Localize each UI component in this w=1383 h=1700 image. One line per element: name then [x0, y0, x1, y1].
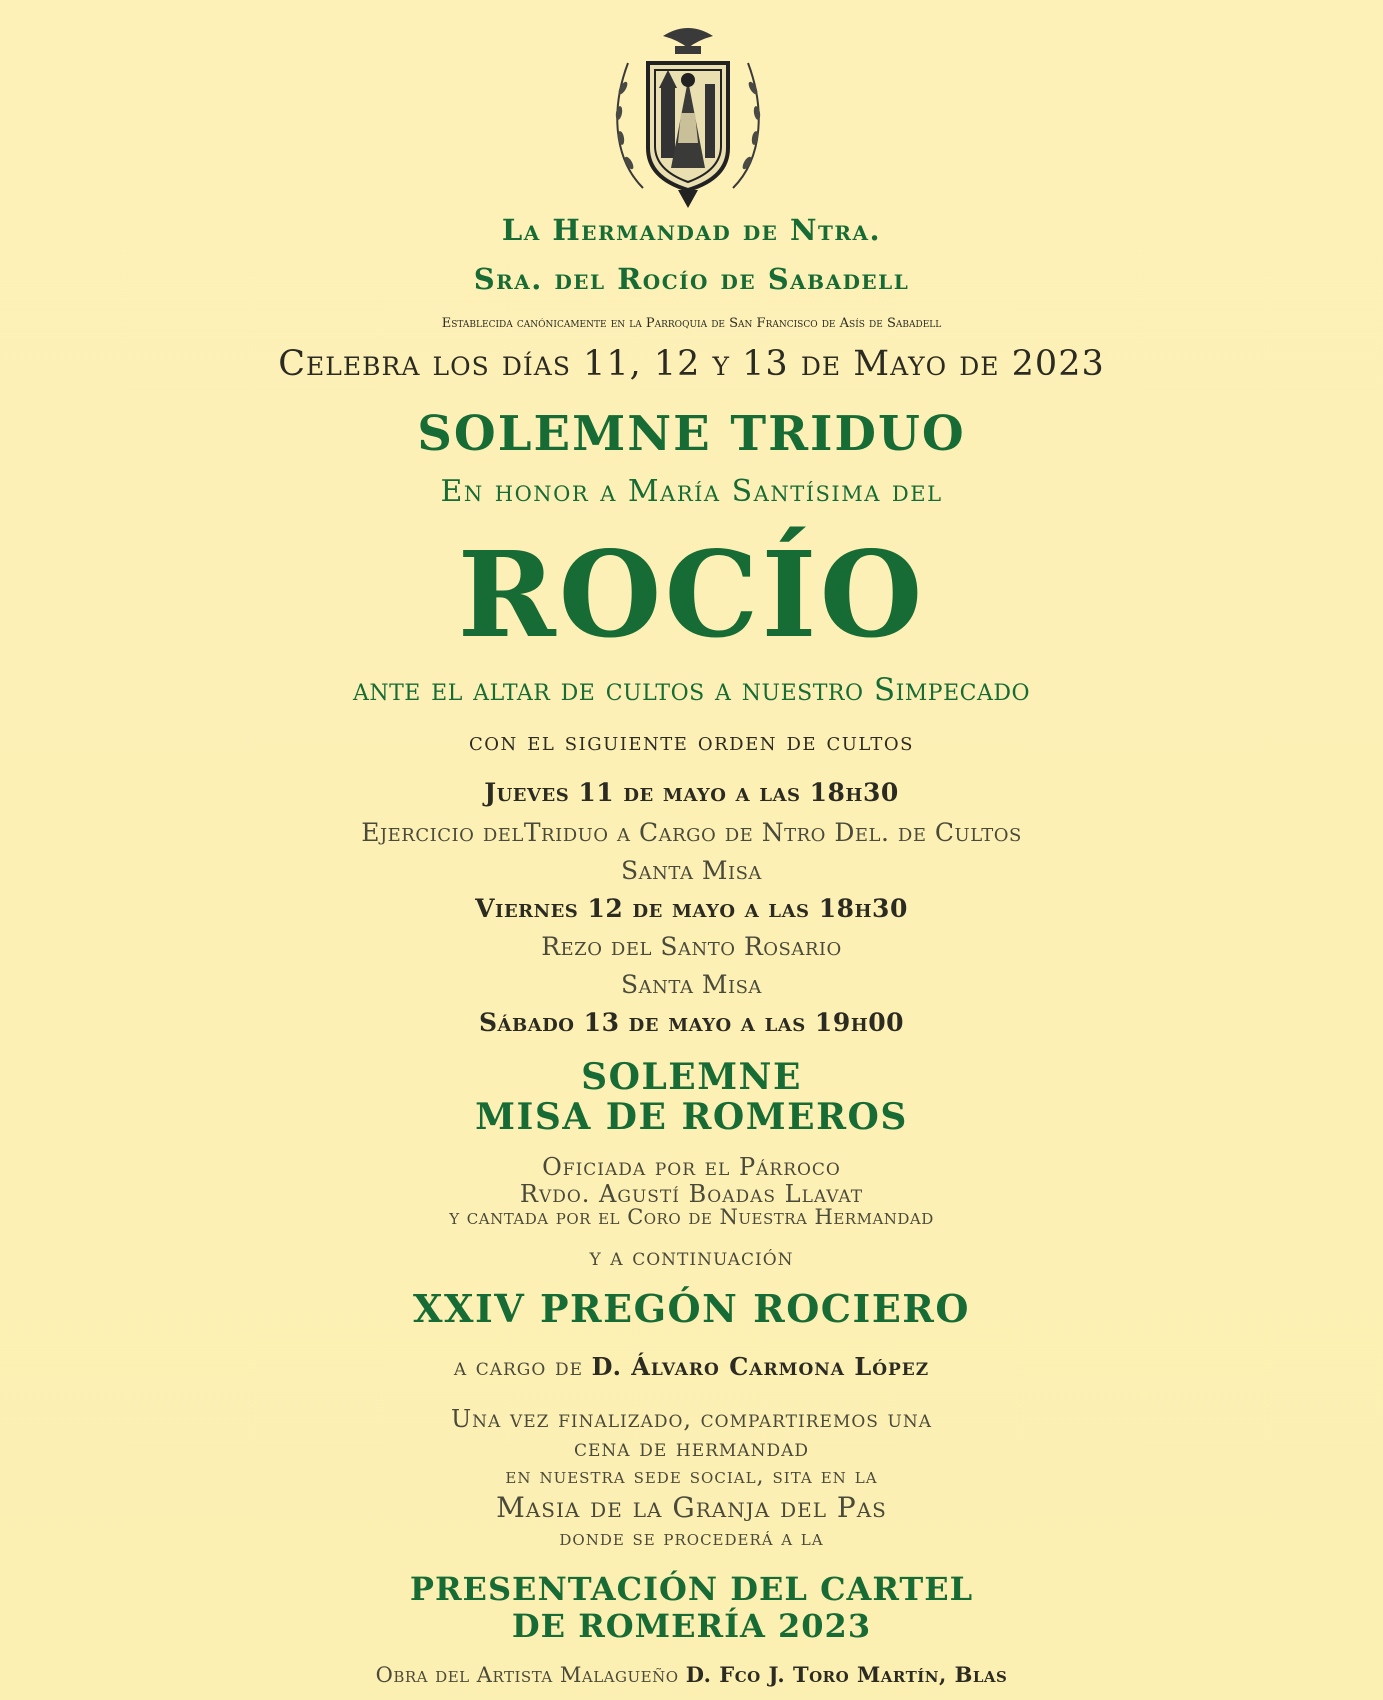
schedule-day-1-item-1: Ejercicio delTriduo a Cargo de Ntro Del. de Cultos	[361, 818, 1022, 847]
orden-cultos: con el siguiente orden de cultos	[469, 727, 914, 756]
oficiada-line: Oficiada por el Párroco	[542, 1153, 841, 1181]
established-note: Establecida canónicamente en la Parroquia de San Francisco de Asís de Sabadell	[441, 316, 942, 331]
parroco-name: Rvdo. Agustí Boadas Llavat	[519, 1180, 864, 1208]
brotherhood-name-line1: La Hermandad de Ntra.	[501, 213, 882, 247]
schedule-day-3: Sábado 13 de mayo a las 19h00	[478, 1008, 905, 1037]
misa-title-line2: MISA DE ROMEROS	[475, 1096, 908, 1138]
schedule-day-2-item-1: Rezo del Santo Rosario	[541, 932, 842, 961]
cena-line3: en nuestra sede social, sita en la	[505, 1464, 878, 1489]
cena-line5: donde se procederá a la	[559, 1526, 824, 1550]
schedule-day-2: Viernes 12 de mayo a las 18h30	[475, 894, 908, 923]
pregon-title: XXIV PREGÓN ROCIERO	[413, 1286, 970, 1331]
misa-title-line1: SOLEMNE	[581, 1056, 802, 1098]
pregon-cargo	[0, 1352, 1383, 1381]
cartel-title-line1: PRESENTACIÓN DEL CARTEL	[409, 1570, 974, 1608]
cena-line1: Una vez finalizado, compartiremos una	[450, 1405, 933, 1433]
brotherhood-emblem-icon	[603, 18, 773, 210]
obra-artista	[0, 1662, 1383, 1687]
rocio-title: ROCÍO	[457, 525, 926, 664]
obra-prefix: Obra del Artista Malagueño	[375, 1663, 686, 1687]
cantada-line: y cantada por el Coro de Nuestra Hermandad	[449, 1205, 934, 1229]
cena-line2: cena de hermandad	[574, 1434, 809, 1462]
brotherhood-name-line2: Sra. del Rocío de Sabadell	[473, 262, 910, 296]
cena-venue: Masia de la Granja del Pas	[496, 1491, 887, 1524]
schedule-day-1-item-2: Santa Misa	[621, 856, 762, 885]
pregon-speaker: D. Álvaro Carmona López	[591, 1352, 930, 1381]
continuacion-line: y a continuación	[589, 1243, 794, 1271]
cartel-title-line2: DE ROMERÍA 2023	[511, 1607, 872, 1645]
celebration-dates: Celebra los días 11, 12 y 13 de Mayo de 2023	[278, 344, 1105, 384]
pregon-cargo-prefix: a cargo de	[453, 1353, 592, 1381]
schedule-day-2-item-2: Santa Misa	[621, 970, 762, 999]
honor-subtitle: En honor a María Santísima del	[440, 474, 943, 509]
obra-artist-name: D. Fco J. Toro Martín, Blas	[685, 1662, 1008, 1687]
schedule-day-1: Jueves 11 de mayo a las 18h30	[484, 778, 899, 807]
triduo-title: SOLEMNE TRIDUO	[417, 406, 966, 462]
altar-line: ante el altar de cultos a nuestro Simpecado	[352, 672, 1031, 708]
